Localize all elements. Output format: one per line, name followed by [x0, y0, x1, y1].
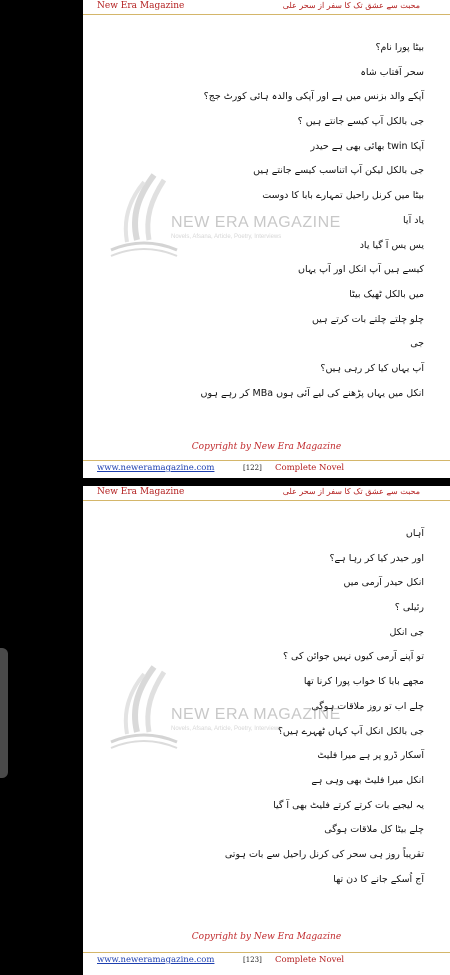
magazine-name: New Era Magazine — [97, 1, 185, 11]
novel-title: محبت سے عشق تک کا سفر از سحر علی — [282, 1, 420, 10]
text-line: جی انکل — [389, 626, 424, 638]
text-line: انکل میں یہاں پڑھنے کی لیے آئی ہوں MBa کر رہے ہوں — [200, 387, 424, 399]
text-line: جی بالکل لیکن آپ اتناسب کیسے جانتے ہیں — [253, 165, 424, 177]
page-footer — [83, 952, 450, 969]
watermark-text: NEW ERA MAGAZINE — [171, 706, 341, 723]
text-line: تقریباً روز ہی سحر کی کرنل راحیل سے بات ہوتی — [224, 848, 424, 860]
text-line: جی بالکل آپ کیسے جانتے ہیں ؟ — [297, 116, 424, 128]
website-link[interactable]: www.neweramagazine.com — [97, 463, 215, 473]
novel-label: Complete Novel — [275, 463, 345, 473]
novel-title: محبت سے عشق تک کا سفر از سحر علی — [282, 487, 420, 496]
watermark-text: NEW ERA MAGAZINE — [171, 214, 341, 231]
text-line: بیٹا پورا نام؟ — [375, 42, 424, 53]
text-line: رئیلی ؟ — [394, 602, 424, 614]
page-text — [109, 36, 424, 406]
watermark-subtext: Novels, Afsana, Article, Poetry, Interviews — [171, 726, 282, 732]
text-line: آسکار ڈرو پر ہے میرا فلیٹ — [317, 750, 424, 762]
text-line: کیسے ہیں آپ انکل اور آپ یہاں — [297, 264, 424, 276]
document-page-2 — [83, 486, 450, 975]
text-line: جی — [410, 338, 424, 350]
text-line: مجھے بابا کا خواب پورا کرنا تھا — [303, 676, 424, 688]
text-line: آپکا twin بھائی بھی ہے حیدر — [310, 140, 424, 152]
page-text — [109, 522, 424, 892]
page-number: [123] — [243, 956, 262, 964]
text-line: چلے اب تو روز ملاقات ہوگی — [311, 700, 424, 712]
website-link[interactable]: www.neweramagazine.com — [97, 955, 215, 965]
page-header — [83, 486, 450, 501]
page-footer — [83, 460, 450, 477]
text-line: چلے بیٹا کل ملاقات ہوگی — [324, 824, 424, 836]
text-line: میں بالکل ٹھیک بیٹا — [349, 288, 424, 300]
text-line: بیٹا میں کرنل راحیل تمہارے بابا کا دوست — [262, 190, 424, 202]
text-line: یہ لیجیے بات کرتے کرتے فلیٹ بھی آ گیا — [273, 799, 424, 811]
copyright-notice: Copyright by New Era Magazine — [191, 932, 342, 942]
text-line: چلو چلتے چلتے بات کرتے ہیں — [311, 313, 424, 325]
text-line: سحر آفتاب شاہ — [360, 66, 424, 78]
text-line: تو آپنے آرمی کیوں نہیں جوائن کی ؟ — [282, 651, 424, 663]
text-line: انکل میرا فلیٹ بھی وہی ہے — [311, 774, 424, 786]
text-line: آہاں — [405, 528, 424, 539]
text-line: اور حیدر کیا کر رہا ہے؟ — [329, 552, 424, 564]
watermark-subtext: Novels, Afsana, Article, Poetry, Interviews — [171, 234, 282, 240]
novel-label: Complete Novel — [275, 955, 345, 965]
page-header — [83, 0, 450, 15]
copyright-notice: Copyright by New Era Magazine — [191, 442, 342, 452]
text-line: جی بالکل انکل آپ کہاں ٹھہرے ہیں؟ — [277, 725, 424, 737]
page-number: [122] — [243, 464, 262, 472]
document-page-1 — [83, 0, 450, 478]
text-line: یس یس آ گیا یاد — [359, 239, 424, 251]
magazine-name: New Era Magazine — [97, 487, 185, 497]
text-line: آپ یہاں کیا کر رہی ہیں؟ — [320, 362, 424, 374]
text-line: انکل حیدر آرمی میں — [343, 577, 424, 589]
text-line: یاد آیا — [403, 214, 424, 226]
text-line: آپکے والد بزنس میں ہے اور آپکی والدہ ہائی کورٹ جج؟ — [203, 91, 424, 103]
text-line: آج اُسکے جانے کا دن تھا — [333, 873, 424, 885]
side-panel-handle[interactable] — [0, 648, 8, 778]
